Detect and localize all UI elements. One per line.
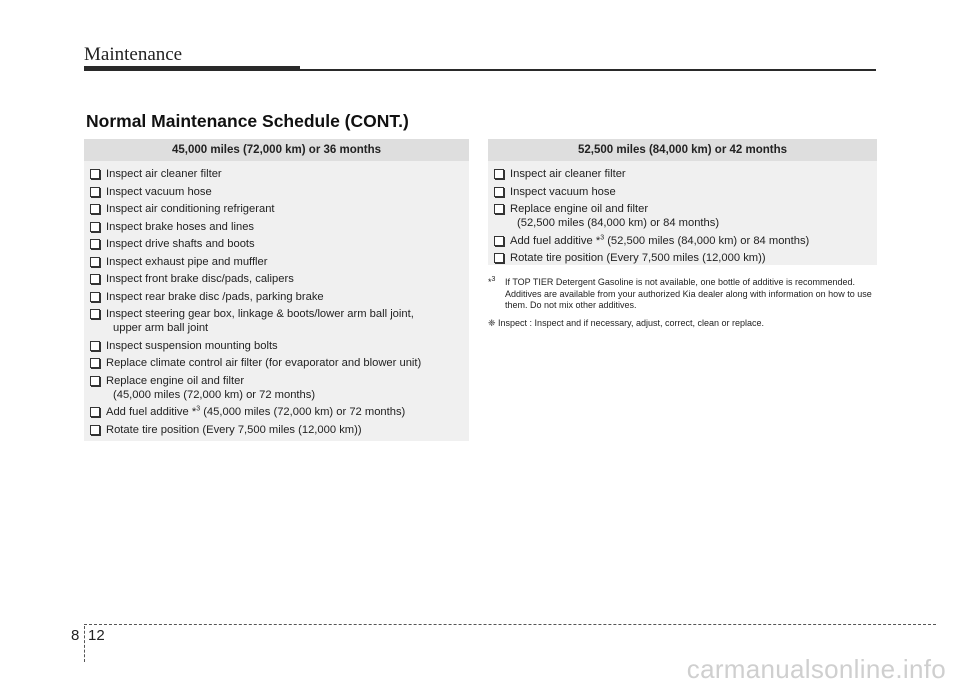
list-item: Replace climate control air filter (for evaporator and blower unit) [90,356,469,370]
page-section-number: 8 [71,627,80,644]
checkbox-icon [90,257,100,267]
checkbox-icon [90,358,100,368]
schedule-panel-52500 [488,139,877,265]
list-item: Add fuel additive *$^3$ (45,000 miles (72,000 km) or 72 months) [90,405,469,419]
list-item: Inspect steering gear box, linkage & boots/lower arm ball joint, upper arm ball joint [90,307,469,335]
schedule-panel-45000 [84,139,469,441]
checkbox-icon [90,341,100,351]
checkbox-icon [494,204,504,214]
additive-footnote [488,277,878,312]
checkbox-icon [494,187,504,197]
checkbox-icon [90,292,100,302]
inspect-note: ❈ Inspect : Inspect and if necessary, adjust, correct, clean or replace. [488,318,765,328]
checkbox-icon [90,169,100,179]
list-item: Inspect vacuum hose [90,185,469,199]
list-item: Inspect air cleaner filter [494,167,877,181]
footer-rule [84,624,936,625]
checkbox-icon [90,376,100,386]
header-rule-thick [84,66,300,71]
list-item: Replace engine oil and filter (45,000 miles (72,000 km) or 72 months) [90,374,469,402]
checkbox-icon [90,187,100,197]
list-item: Inspect rear brake disc /pads, parking brake [90,290,469,304]
list-item: Inspect exhaust pipe and muffler [90,255,469,269]
list-item: Inspect air cleaner filter [90,167,469,181]
checkbox-icon [90,425,100,435]
panel-title: 45,000 miles (72,000 km) or 36 months [84,139,469,161]
list-item: Inspect suspension mounting bolts [90,339,469,353]
footnote-mark: *$^3$ [488,276,496,287]
list-item: Inspect brake hoses and lines [90,220,469,234]
watermark: carmanualsonline.info [686,654,946,684]
header-rule-thin [300,69,876,71]
list-item: Add fuel additive *$^3$ (52,500 miles (84,000 km) or 84 months) [494,234,877,248]
list-item: Inspect air conditioning refrigerant [90,202,469,216]
list-item: Inspect drive shafts and boots [90,237,469,251]
checkbox-icon [90,222,100,232]
checkbox-icon [494,236,504,246]
checkbox-icon [90,407,100,417]
section-heading: Normal Maintenance Schedule (CONT.) [86,111,409,131]
checkbox-icon [494,253,504,263]
checkbox-icon [90,309,100,319]
list-item: Replace engine oil and filter (52,500 miles (84,000 km) or 84 months) [494,202,877,230]
list-item: Inspect vacuum hose [494,185,877,199]
list-item: Inspect front brake disc/pads, calipers [90,272,469,286]
footnote-text: If TOP TIER Detergent Gasoline is not available, one bottle of additive is recommended. Additives are available from your authorized Kia dealer along with information on how to use them. Do not mix other additives. [505,277,872,310]
checkbox-icon [90,274,100,284]
page-number: 12 [88,627,105,644]
checklist [488,161,877,265]
checkbox-icon [90,239,100,249]
header-title: Maintenance [84,44,183,65]
list-item: Rotate tire position (Every 7,500 miles (12,000 km)) [90,423,469,437]
list-item: Rotate tire position (Every 7,500 miles (12,000 km)) [494,251,877,265]
checklist [84,161,469,437]
panel-title: 52,500 miles (84,000 km) or 42 months [488,139,877,161]
checkbox-icon [90,204,100,214]
page-divider [84,626,85,662]
checkbox-icon [494,169,504,179]
